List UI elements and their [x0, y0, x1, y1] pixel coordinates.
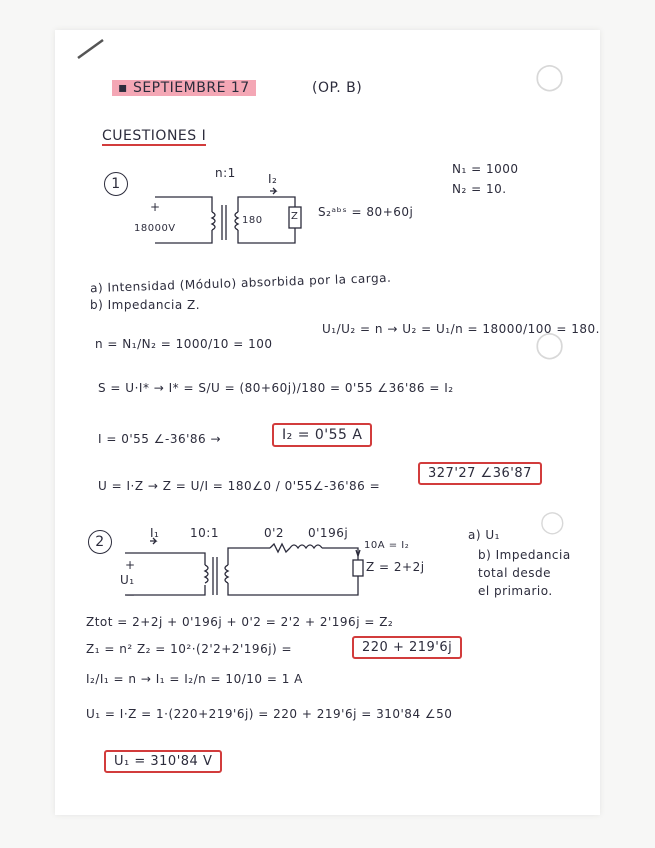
q2-u1-label: U₁	[120, 573, 135, 587]
q2-voltage-calc: U₁ = I·Z = 1·(220+219'6j) = 220 + 219'6j = 310'84 ∠50	[86, 707, 453, 721]
q2-part-b-line3: el primario.	[478, 584, 553, 598]
exam-title: ▪ SEPTIEMBRE 17	[112, 80, 256, 96]
pencil-mark	[78, 40, 103, 58]
exam-option: (OP. B)	[312, 80, 363, 96]
circuit-1	[155, 188, 301, 243]
q1-current-label: I₂	[268, 172, 278, 186]
q1-ratio-calc: n = N₁/N₂ = 1000/10 = 100	[95, 337, 273, 351]
q2-i1: I₁	[150, 526, 160, 540]
circuit-2	[125, 538, 363, 595]
q1-n2: N₂ = 10.	[452, 182, 507, 196]
q1-part-a: a) Intensidad (Módulo) absorbida por la carga.	[89, 270, 392, 296]
question-number-1: 1	[104, 172, 128, 196]
q2-total-impedance: Ztot = 2+2j + 0'196j + 0'2 = 2'2 + 2'196j = Z₂	[86, 615, 394, 629]
q1-ratio: n:1	[215, 166, 236, 180]
q1-plus: +	[150, 200, 161, 214]
q2-part-a: a) U₁	[468, 528, 500, 542]
bleed-through-circle: ◯	[540, 510, 565, 535]
q1-result-current: I₂ = 0'55 A	[272, 423, 372, 447]
question-number-2: 2	[88, 530, 112, 554]
q1-current-calc: S = U·I* → I* = S/U = (80+60j)/180 = 0'55 ∠36'86 = I₂	[98, 381, 454, 395]
q2-load: Z = 2+2j	[366, 560, 425, 574]
q1-current-polar: I = 0'55 ∠-36'86 →	[98, 432, 222, 446]
q2-result-impedance: 220 + 219'6j	[352, 636, 462, 659]
q2-ratio: 10:1	[190, 526, 219, 540]
q1-n1: N₁ = 1000	[452, 162, 519, 176]
bleed-through-circle: ◯	[535, 330, 565, 360]
q1-power: S₂ᵃᵇˢ = 80+60j	[318, 205, 414, 219]
q1-voltage: 18000V	[134, 223, 176, 234]
q1-resistance: 180	[242, 215, 263, 226]
exam-title-text: SEPTIEMBRE 17	[132, 80, 250, 96]
q2-reactance: 0'196j	[308, 526, 349, 540]
section-title: CUESTIONES I	[102, 128, 207, 144]
q2-part-b-line2: total desde	[478, 566, 552, 580]
q2-result-voltage: U₁ = 310'84 V	[104, 750, 222, 773]
q2-current-calc: I₂/I₁ = n → I₁ = I₂/n = 10/10 = 1 A	[86, 672, 303, 686]
q2-part-b-line1: b) Impedancia	[478, 548, 571, 562]
q1-part-b: b) Impedancia Z.	[90, 298, 201, 312]
q2-primary-impedance: Z₁ = n² Z₂ = 10²·(2'2+2'196j) =	[86, 642, 293, 656]
q2-plus: +	[125, 558, 136, 572]
bleed-through-circle: ◯	[535, 62, 565, 92]
q2-minus: −	[125, 588, 136, 602]
q1-voltage-calc: U₁/U₂ = n → U₂ = U₁/n = 18000/100 = 180.	[322, 322, 600, 336]
q2-current: 10A = I₂	[364, 540, 410, 551]
q1-impedance-calc: U = I·Z → Z = U/I = 180∠0 / 0'55∠-36'86 =	[98, 479, 381, 493]
q1-load-label: Z	[291, 211, 299, 222]
q1-result-impedance: 327'27 ∠36'87	[418, 462, 542, 485]
q2-resistance: 0'2	[264, 526, 285, 540]
